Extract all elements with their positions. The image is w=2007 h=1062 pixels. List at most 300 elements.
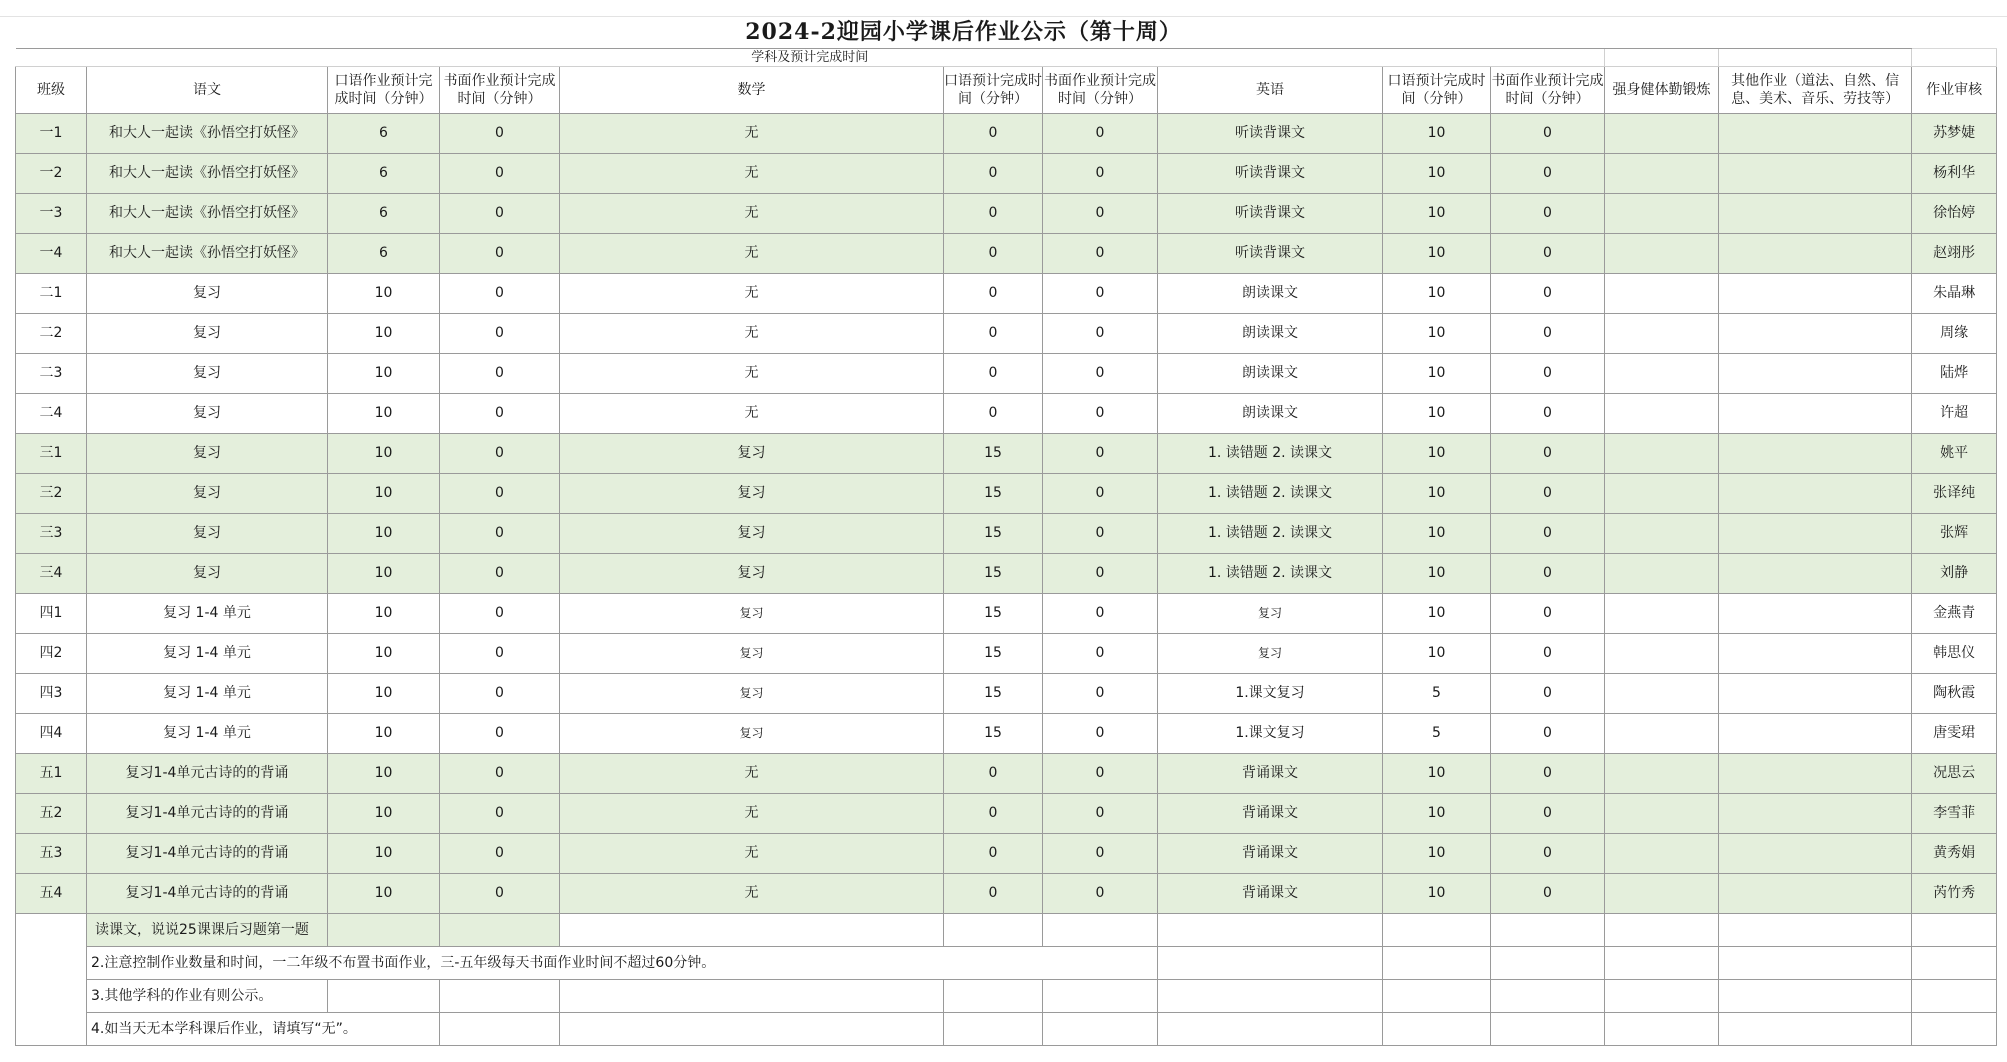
table-row: [16, 874, 1997, 914]
notes-blank-cell: [1158, 914, 1383, 947]
english-oral-time-cell: 10: [1383, 594, 1491, 634]
pe-cell: [1605, 114, 1719, 154]
table-row: [16, 114, 1997, 154]
chinese-written-time-cell: 0: [440, 594, 560, 634]
notes-blank-cell: [1605, 947, 1719, 980]
note-4: 4.如当天无本学科课后作业，请填写“无”。: [87, 1013, 440, 1046]
pe-cell: [1605, 354, 1719, 394]
math-oral-time-cell: 0: [944, 834, 1043, 874]
note-row-1: [16, 914, 1997, 947]
pe-cell: [1605, 674, 1719, 714]
math-written-time-cell: 0: [1043, 234, 1158, 274]
reviewer-cell: 金燕青: [1912, 594, 1997, 634]
math-oral-time-cell: 15: [944, 514, 1043, 554]
table-row: [16, 714, 1997, 754]
chinese-oral-time-cell: 10: [328, 834, 440, 874]
subtitle-blank-cell: [1719, 49, 1912, 67]
table-row: [16, 794, 1997, 834]
class-cell: 三1: [16, 434, 87, 474]
chinese-written-time-cell: 0: [440, 474, 560, 514]
chinese-oral-time-cell: 10: [328, 554, 440, 594]
notes-blank-cell: [1383, 947, 1491, 980]
chinese-homework-cell: 和大人一起读《孙悟空打妖怪》: [87, 234, 328, 274]
notes-blank-cell: [1383, 980, 1491, 1013]
notes-blank-cell: [1043, 914, 1158, 947]
math-written-time-cell: 0: [1043, 834, 1158, 874]
math-oral-time-cell: 15: [944, 554, 1043, 594]
table-row: [16, 514, 1997, 554]
chinese-written-time-cell: 0: [440, 314, 560, 354]
table-row: [16, 194, 1997, 234]
english-oral-time-cell: 10: [1383, 794, 1491, 834]
notes-blank-cell: [1491, 980, 1605, 1013]
class-cell: 三3: [16, 514, 87, 554]
math-homework-cell: 无: [560, 274, 944, 314]
english-homework-cell: 1. 读错题 2. 读课文: [1158, 434, 1383, 474]
english-oral-time-cell: 5: [1383, 714, 1491, 754]
notes-blank-cell: [1491, 1013, 1605, 1046]
math-oral-time-cell: 0: [944, 754, 1043, 794]
class-cell: 五4: [16, 874, 87, 914]
english-oral-time-cell: 5: [1383, 674, 1491, 714]
chinese-oral-time-cell: 6: [328, 234, 440, 274]
table-row: [16, 234, 1997, 274]
pe-cell: [1605, 834, 1719, 874]
math-written-time-cell: 0: [1043, 194, 1158, 234]
math-written-time-cell: 0: [1043, 634, 1158, 674]
math-oral-time-cell: 0: [944, 154, 1043, 194]
class-cell: 五1: [16, 754, 87, 794]
header-review: 作业审核: [1912, 67, 1997, 114]
math-oral-time-cell: 0: [944, 354, 1043, 394]
reviewer-cell: 况思云: [1912, 754, 1997, 794]
pe-cell: [1605, 714, 1719, 754]
chinese-written-time-cell: 0: [440, 194, 560, 234]
subtitle-blank-cell: [1605, 49, 1719, 67]
other-homework-cell: [1719, 554, 1912, 594]
math-homework-cell: 复习: [560, 434, 944, 474]
note-row-3: [16, 980, 1997, 1013]
english-homework-cell: 1. 读错题 2. 读课文: [1158, 474, 1383, 514]
chinese-oral-time-cell: 6: [328, 114, 440, 154]
english-written-time-cell: 0: [1491, 114, 1605, 154]
notes-blank-cell: [440, 980, 560, 1013]
table-row: [16, 634, 1997, 674]
class-cell: 四4: [16, 714, 87, 754]
chinese-written-time-cell: 0: [440, 874, 560, 914]
chinese-oral-time-cell: 10: [328, 674, 440, 714]
english-homework-cell: 朗读课文: [1158, 274, 1383, 314]
reviewer-cell: 周缘: [1912, 314, 1997, 354]
chinese-oral-time-cell: 10: [328, 274, 440, 314]
chinese-written-time-cell: 0: [440, 794, 560, 834]
math-oral-time-cell: 15: [944, 634, 1043, 674]
page-title: 2024-2迎园小学课后作业公示（第十周）: [16, 16, 1912, 49]
notes-blank-cell: [1491, 947, 1605, 980]
header-english: 英语: [1158, 67, 1383, 114]
english-written-time-cell: 0: [1491, 554, 1605, 594]
reviewer-cell: 刘静: [1912, 554, 1997, 594]
other-homework-cell: [1719, 674, 1912, 714]
english-oral-time-cell: 10: [1383, 474, 1491, 514]
class-cell: 四2: [16, 634, 87, 674]
pe-cell: [1605, 794, 1719, 834]
subtitle-row: [16, 49, 1997, 67]
chinese-oral-time-cell: 10: [328, 754, 440, 794]
header-other: 其他作业（道法、自然、信息、美术、音乐、劳技等）: [1719, 67, 1912, 114]
math-homework-cell: 复习: [560, 674, 944, 714]
english-oral-time-cell: 10: [1383, 874, 1491, 914]
math-oral-time-cell: 0: [944, 794, 1043, 834]
other-homework-cell: [1719, 594, 1912, 634]
math-homework-cell: 复习: [560, 714, 944, 754]
english-written-time-cell: 0: [1491, 874, 1605, 914]
other-homework-cell: [1719, 194, 1912, 234]
math-written-time-cell: 0: [1043, 874, 1158, 914]
english-written-time-cell: 0: [1491, 274, 1605, 314]
english-written-time-cell: 0: [1491, 754, 1605, 794]
english-homework-cell: 1. 读错题 2. 读课文: [1158, 554, 1383, 594]
english-homework-cell: 朗读课文: [1158, 354, 1383, 394]
chinese-oral-time-cell: 10: [328, 474, 440, 514]
math-oral-time-cell: 15: [944, 594, 1043, 634]
chinese-homework-cell: 和大人一起读《孙悟空打妖怪》: [87, 114, 328, 154]
math-oral-time-cell: 0: [944, 114, 1043, 154]
chinese-written-time-cell: 0: [440, 394, 560, 434]
english-oral-time-cell: 10: [1383, 394, 1491, 434]
math-homework-cell: 无: [560, 194, 944, 234]
reviewer-cell: 芮竹秀: [1912, 874, 1997, 914]
title-row: [16, 16, 1997, 49]
class-cell: 五3: [16, 834, 87, 874]
reviewer-cell: 陆烨: [1912, 354, 1997, 394]
math-homework-cell: 无: [560, 394, 944, 434]
math-written-time-cell: 0: [1043, 514, 1158, 554]
table-row: [16, 354, 1997, 394]
table-row: [16, 314, 1997, 354]
chinese-written-time-cell: 0: [440, 234, 560, 274]
table-row: [16, 474, 1997, 514]
table-row: [16, 834, 1997, 874]
other-homework-cell: [1719, 714, 1912, 754]
header-english-written-time: 书面作业预计完成时间（分钟）: [1491, 67, 1605, 114]
table-row: [16, 154, 1997, 194]
table-row: [16, 674, 1997, 714]
header-math: 数学: [560, 67, 944, 114]
reviewer-cell: 杨利华: [1912, 154, 1997, 194]
math-written-time-cell: 0: [1043, 474, 1158, 514]
chinese-written-time-cell: 0: [440, 354, 560, 394]
notes-blank-cell: [1912, 1013, 1997, 1046]
reviewer-cell: 苏梦婕: [1912, 114, 1997, 154]
english-homework-cell: 1.课文复习: [1158, 714, 1383, 754]
reviewer-cell: 黄秀娟: [1912, 834, 1997, 874]
subtitle-blank-cell: [1912, 49, 1997, 67]
notes-blank-cell: [1719, 947, 1912, 980]
notes-blank-cell: [1605, 914, 1719, 947]
english-written-time-cell: 0: [1491, 634, 1605, 674]
pe-cell: [1605, 394, 1719, 434]
pe-cell: [1605, 754, 1719, 794]
header-row: [16, 67, 1997, 114]
other-homework-cell: [1719, 634, 1912, 674]
header-class: 班级: [16, 67, 87, 114]
math-homework-cell: 无: [560, 114, 944, 154]
notes-blank-cell: [1383, 914, 1491, 947]
other-homework-cell: [1719, 154, 1912, 194]
chinese-homework-cell: 复习: [87, 474, 328, 514]
english-oral-time-cell: 10: [1383, 114, 1491, 154]
pe-cell: [1605, 554, 1719, 594]
other-homework-cell: [1719, 394, 1912, 434]
english-oral-time-cell: 10: [1383, 754, 1491, 794]
english-written-time-cell: 0: [1491, 674, 1605, 714]
pe-cell: [1605, 234, 1719, 274]
english-oral-time-cell: 10: [1383, 274, 1491, 314]
math-homework-cell: 复习: [560, 634, 944, 674]
english-oral-time-cell: 10: [1383, 634, 1491, 674]
other-homework-cell: [1719, 274, 1912, 314]
english-written-time-cell: 0: [1491, 394, 1605, 434]
chinese-homework-cell: 复习1-4单元古诗的的背诵: [87, 834, 328, 874]
table-row: [16, 274, 1997, 314]
math-written-time-cell: 0: [1043, 354, 1158, 394]
notes-blank-cell: [1383, 1013, 1491, 1046]
chinese-oral-time-cell: 10: [328, 594, 440, 634]
table-row: [16, 394, 1997, 434]
math-homework-cell: 无: [560, 834, 944, 874]
class-cell: 一4: [16, 234, 87, 274]
english-homework-cell: 复习: [1158, 634, 1383, 674]
other-homework-cell: [1719, 514, 1912, 554]
chinese-written-time-cell: 0: [440, 514, 560, 554]
other-homework-cell: [1719, 114, 1912, 154]
math-homework-cell: 复习: [560, 594, 944, 634]
note-row-4: [16, 1013, 1997, 1046]
math-homework-cell: 无: [560, 354, 944, 394]
english-oral-time-cell: 10: [1383, 354, 1491, 394]
notes-blank-cell: [1719, 914, 1912, 947]
pe-cell: [1605, 514, 1719, 554]
chinese-homework-cell: 复习: [87, 434, 328, 474]
notes-blank-cell: [1719, 1013, 1912, 1046]
english-written-time-cell: 0: [1491, 474, 1605, 514]
math-written-time-cell: 0: [1043, 434, 1158, 474]
notes-blank-cell: [328, 914, 440, 947]
class-cell: 二1: [16, 274, 87, 314]
chinese-oral-time-cell: 10: [328, 874, 440, 914]
english-homework-cell: 复习: [1158, 594, 1383, 634]
english-oral-time-cell: 10: [1383, 554, 1491, 594]
english-oral-time-cell: 10: [1383, 434, 1491, 474]
math-homework-cell: 复习: [560, 474, 944, 514]
reviewer-cell: 赵翊彤: [1912, 234, 1997, 274]
notes-blank-cell: [1912, 980, 1997, 1013]
chinese-homework-cell: 复习: [87, 354, 328, 394]
math-written-time-cell: 0: [1043, 394, 1158, 434]
english-homework-cell: 背诵课文: [1158, 794, 1383, 834]
chinese-homework-cell: 复习1-4单元古诗的的背诵: [87, 794, 328, 834]
english-oral-time-cell: 10: [1383, 314, 1491, 354]
reviewer-cell: 唐雯珺: [1912, 714, 1997, 754]
other-homework-cell: [1719, 354, 1912, 394]
english-homework-cell: 背诵课文: [1158, 834, 1383, 874]
english-homework-cell: 背诵课文: [1158, 874, 1383, 914]
chinese-oral-time-cell: 10: [328, 794, 440, 834]
table-row: [16, 554, 1997, 594]
chinese-homework-cell: 复习1-4单元古诗的的背诵: [87, 874, 328, 914]
notes-blank-cell: [1043, 980, 1158, 1013]
other-homework-cell: [1719, 874, 1912, 914]
notes-blank-cell: [1491, 914, 1605, 947]
subtitle: 学科及预计完成时间: [16, 49, 1605, 67]
chinese-written-time-cell: 0: [440, 754, 560, 794]
pe-cell: [1605, 434, 1719, 474]
english-oral-time-cell: 10: [1383, 154, 1491, 194]
english-homework-cell: 背诵课文: [1158, 754, 1383, 794]
math-homework-cell: 无: [560, 874, 944, 914]
chinese-oral-time-cell: 6: [328, 194, 440, 234]
pe-cell: [1605, 314, 1719, 354]
notes-blank-cell: [944, 1013, 1043, 1046]
chinese-homework-cell: 复习1-4单元古诗的的背诵: [87, 754, 328, 794]
table-body: [16, 114, 1997, 914]
english-written-time-cell: 0: [1491, 434, 1605, 474]
pe-cell: [1605, 194, 1719, 234]
math-homework-cell: 复习: [560, 514, 944, 554]
math-homework-cell: 复习: [560, 554, 944, 594]
chinese-written-time-cell: 0: [440, 674, 560, 714]
notes-blank-cell: [560, 914, 944, 947]
chinese-homework-cell: 复习: [87, 314, 328, 354]
english-homework-cell: 1.课文复习: [1158, 674, 1383, 714]
pe-cell: [1605, 474, 1719, 514]
english-written-time-cell: 0: [1491, 154, 1605, 194]
other-homework-cell: [1719, 754, 1912, 794]
math-homework-cell: 无: [560, 234, 944, 274]
note-row-2: [16, 947, 1997, 980]
english-written-time-cell: 0: [1491, 314, 1605, 354]
class-cell: 一3: [16, 194, 87, 234]
english-written-time-cell: 0: [1491, 354, 1605, 394]
notes-blank-cell: [16, 914, 87, 1046]
pe-cell: [1605, 274, 1719, 314]
math-oral-time-cell: 0: [944, 274, 1043, 314]
chinese-written-time-cell: 0: [440, 434, 560, 474]
chinese-oral-time-cell: 6: [328, 154, 440, 194]
chinese-written-time-cell: 0: [440, 274, 560, 314]
class-cell: 一1: [16, 114, 87, 154]
chinese-homework-cell: 复习: [87, 394, 328, 434]
english-homework-cell: 听读背课文: [1158, 114, 1383, 154]
class-cell: 一2: [16, 154, 87, 194]
chinese-homework-cell: 复习: [87, 554, 328, 594]
chinese-written-time-cell: 0: [440, 554, 560, 594]
math-written-time-cell: 0: [1043, 754, 1158, 794]
math-homework-cell: 无: [560, 154, 944, 194]
class-cell: 三2: [16, 474, 87, 514]
table-row: [16, 434, 1997, 474]
chinese-oral-time-cell: 10: [328, 514, 440, 554]
reviewer-cell: 徐怡婷: [1912, 194, 1997, 234]
math-homework-cell: 无: [560, 754, 944, 794]
notes-blank-cell: [1605, 980, 1719, 1013]
chinese-written-time-cell: 0: [440, 714, 560, 754]
english-homework-cell: 1. 读错题 2. 读课文: [1158, 514, 1383, 554]
english-homework-cell: 朗读课文: [1158, 394, 1383, 434]
chinese-oral-time-cell: 10: [328, 714, 440, 754]
other-homework-cell: [1719, 474, 1912, 514]
english-written-time-cell: 0: [1491, 594, 1605, 634]
reviewer-cell: 张辉: [1912, 514, 1997, 554]
math-oral-time-cell: 15: [944, 434, 1043, 474]
notes-blank-cell: [1158, 947, 1383, 980]
english-written-time-cell: 0: [1491, 234, 1605, 274]
notes-blank-cell: [440, 1013, 560, 1046]
math-written-time-cell: 0: [1043, 794, 1158, 834]
math-homework-cell: 无: [560, 794, 944, 834]
chinese-homework-cell: 复习 1-4 单元: [87, 674, 328, 714]
math-oral-time-cell: 0: [944, 874, 1043, 914]
pe-cell: [1605, 634, 1719, 674]
notes-blank-cell: [560, 980, 944, 1013]
chinese-homework-cell: 复习 1-4 单元: [87, 634, 328, 674]
class-cell: 三4: [16, 554, 87, 594]
notes-blank-cell: [944, 914, 1043, 947]
chinese-homework-cell: 复习: [87, 274, 328, 314]
class-cell: 四3: [16, 674, 87, 714]
other-homework-cell: [1719, 834, 1912, 874]
chinese-oral-time-cell: 10: [328, 634, 440, 674]
math-oral-time-cell: 0: [944, 394, 1043, 434]
reviewer-cell: 李雪菲: [1912, 794, 1997, 834]
math-written-time-cell: 0: [1043, 154, 1158, 194]
english-written-time-cell: 0: [1491, 514, 1605, 554]
header-english-oral-time: 口语预计完成时间（分钟）: [1383, 67, 1491, 114]
math-written-time-cell: 0: [1043, 274, 1158, 314]
other-homework-cell: [1719, 434, 1912, 474]
notes-blank-cell: [1043, 1013, 1158, 1046]
homework-table: [15, 16, 1997, 1046]
header-chinese-written-time: 书面作业预计完成时间（分钟）: [440, 67, 560, 114]
english-written-time-cell: 0: [1491, 794, 1605, 834]
note-1: 读课文，说说25课课后习题第一题: [87, 914, 328, 947]
pe-cell: [1605, 154, 1719, 194]
pe-cell: [1605, 594, 1719, 634]
class-cell: 二2: [16, 314, 87, 354]
notes-blank-cell: [440, 914, 560, 947]
reviewer-cell: 张译纯: [1912, 474, 1997, 514]
other-homework-cell: [1719, 314, 1912, 354]
math-oral-time-cell: 0: [944, 194, 1043, 234]
reviewer-cell: 朱晶琳: [1912, 274, 1997, 314]
header-chinese: 语文: [87, 67, 328, 114]
math-written-time-cell: 0: [1043, 594, 1158, 634]
math-oral-time-cell: 0: [944, 314, 1043, 354]
notes-blank-cell: [1158, 980, 1383, 1013]
english-homework-cell: 听读背课文: [1158, 154, 1383, 194]
other-homework-cell: [1719, 794, 1912, 834]
math-written-time-cell: 0: [1043, 714, 1158, 754]
note-3: 3.其他学科的作业有则公示。: [87, 980, 328, 1013]
english-homework-cell: 听读背课文: [1158, 234, 1383, 274]
reviewer-cell: 韩思仪: [1912, 634, 1997, 674]
math-written-time-cell: 0: [1043, 674, 1158, 714]
math-written-time-cell: 0: [1043, 554, 1158, 594]
chinese-oral-time-cell: 10: [328, 394, 440, 434]
chinese-homework-cell: 复习: [87, 514, 328, 554]
class-cell: 四1: [16, 594, 87, 634]
